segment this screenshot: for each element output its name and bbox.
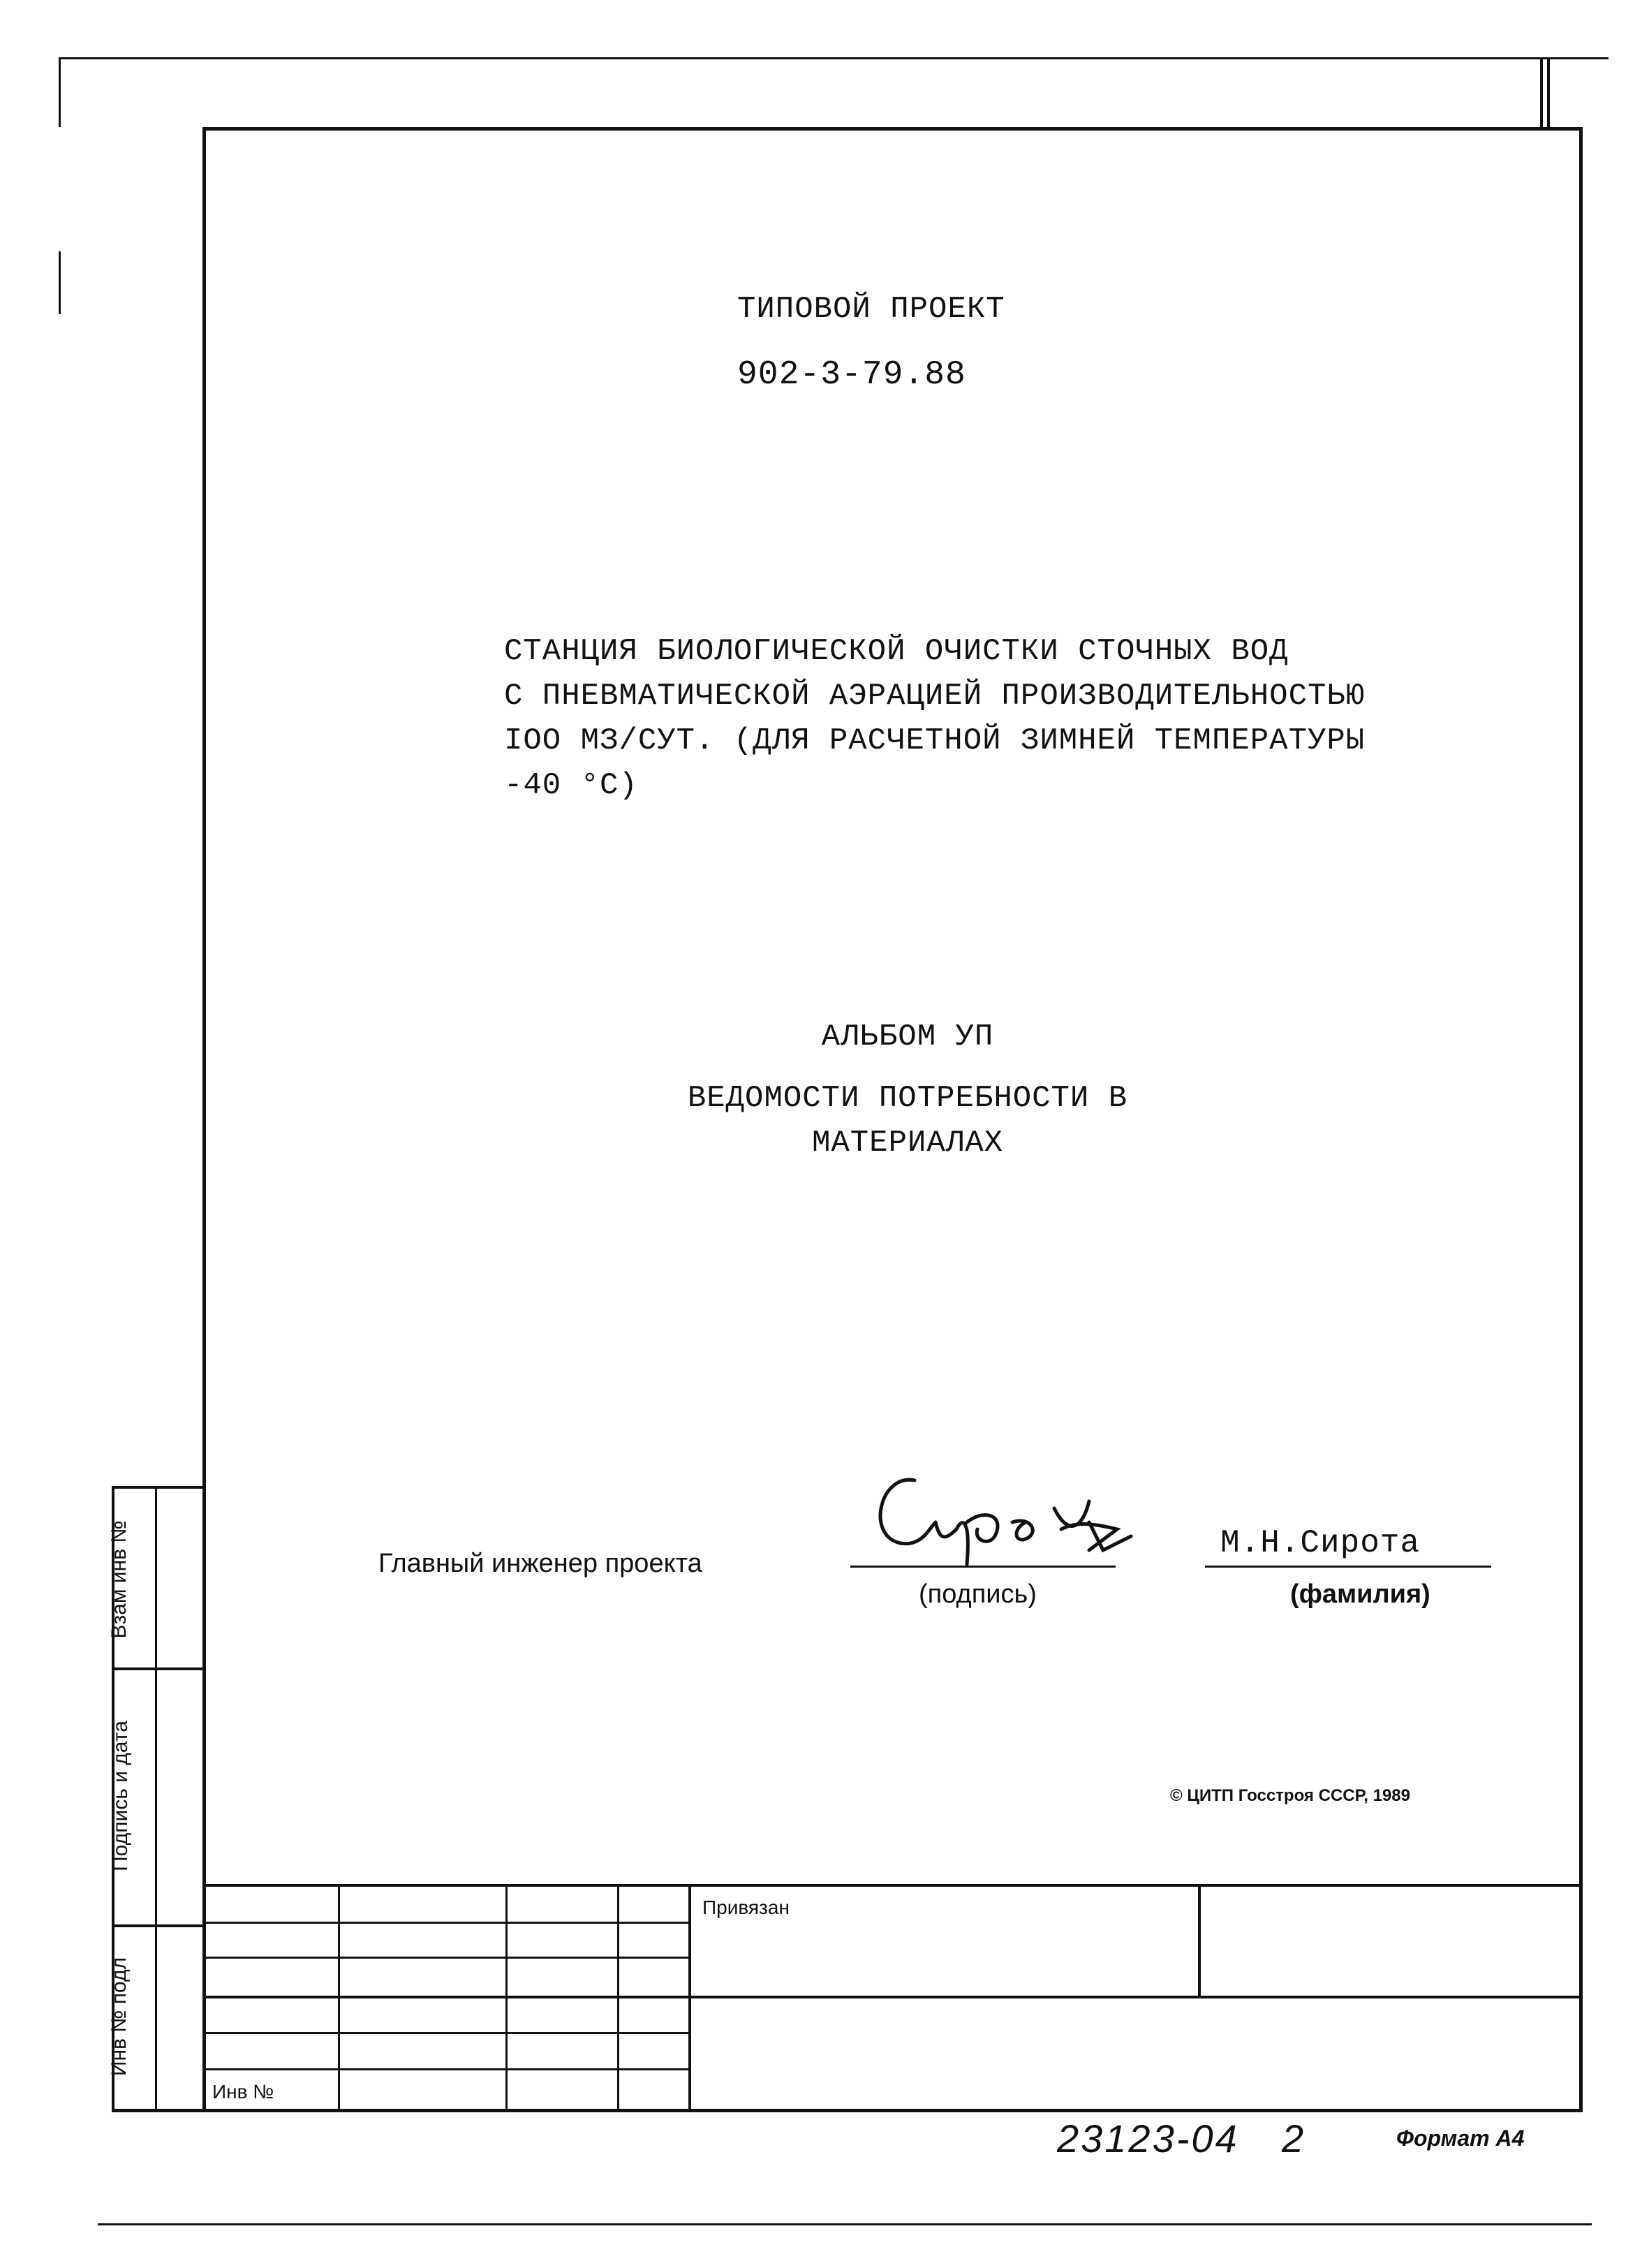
format-label: Формат А4: [1396, 2126, 1525, 2151]
stamp-row-5: [204, 2068, 690, 2070]
stamp-top: [204, 1884, 1582, 1887]
side-stamp-vzam-inv: Взам инв №: [108, 1520, 131, 1639]
bottom-rule: [98, 2223, 1592, 2225]
signature-underline: [850, 1566, 1116, 1568]
document-code: 23123-04: [1057, 2116, 1239, 2160]
side-stamp-top: [112, 1486, 206, 1489]
side-stamp-inner: [155, 1486, 157, 2112]
album-label: АЛЬБОМ УП: [821, 1019, 994, 1054]
outer-frame-top: [59, 57, 1609, 59]
chief-engineer-label: Главный инженер проекта: [378, 1549, 702, 1578]
title-line-4: -40 °С): [504, 768, 638, 803]
stamp-privyazan-label: Привязан: [702, 1897, 790, 1918]
title-line-1: СТАНЦИЯ БИОЛОГИЧЕСКОЙ ОЧИСТКИ СТОЧНЫХ ВОД: [504, 634, 1289, 669]
signature-image: [852, 1452, 1173, 1592]
outer-frame-right: [1540, 57, 1543, 127]
outer-frame-right-2: [1547, 57, 1550, 127]
engineer-name: М.Н.Сирота: [1220, 1525, 1421, 1561]
album-subtitle-line-1: ВЕДОМОСТИ ПОТРЕБНОСТИ В: [687, 1081, 1128, 1116]
project-number: 902-3-79.88: [737, 356, 966, 394]
name-underline: [1205, 1566, 1491, 1568]
signature-caption: (подпись): [919, 1580, 1037, 1609]
stamp-row-2: [204, 1957, 690, 1959]
stamp-row-1: [204, 1922, 690, 1924]
copyright-notice: © ЦИТП Госстроя СССР, 1989: [1170, 1786, 1411, 1805]
side-stamp-divider-1: [112, 1667, 206, 1670]
sheet-number: 2: [1282, 2116, 1304, 2160]
name-caption: (фамилия): [1290, 1580, 1430, 1609]
main-frame-bottom: [112, 2109, 1583, 2112]
stamp-col-5: [1198, 1884, 1201, 1996]
main-frame-left: [202, 127, 206, 2112]
main-frame-right: [1579, 127, 1583, 2112]
outer-frame-left-tick: [59, 251, 61, 314]
album-subtitle-line-2: МАТЕРИАЛАХ: [811, 1126, 1004, 1161]
project-type-label: ТИПОВОЙ ПРОЕКТ: [737, 292, 1005, 327]
title-line-3: IOO МЗ/СУТ. (ДЛЯ РАСЧЕТНОЙ ЗИМНЕЙ ТЕМПЕРАТУРЫ: [504, 723, 1366, 758]
stamp-inv-no-label: Инв №: [212, 2081, 274, 2103]
stamp-row-4: [204, 2032, 690, 2034]
side-stamp-inv-podl: Инв № подл: [108, 1957, 131, 2077]
main-frame-top: [202, 127, 1582, 131]
side-stamp-podpis-data: Подпись и дата: [109, 1721, 132, 1871]
title-line-2: С ПНЕВМАТИЧЕСКОЙ АЭРАЦИЕЙ ПРОИЗВОДИТЕЛЬНОСТЬЮ: [504, 679, 1366, 714]
stamp-row-3: [204, 1996, 1582, 1998]
outer-frame-left: [59, 57, 61, 127]
